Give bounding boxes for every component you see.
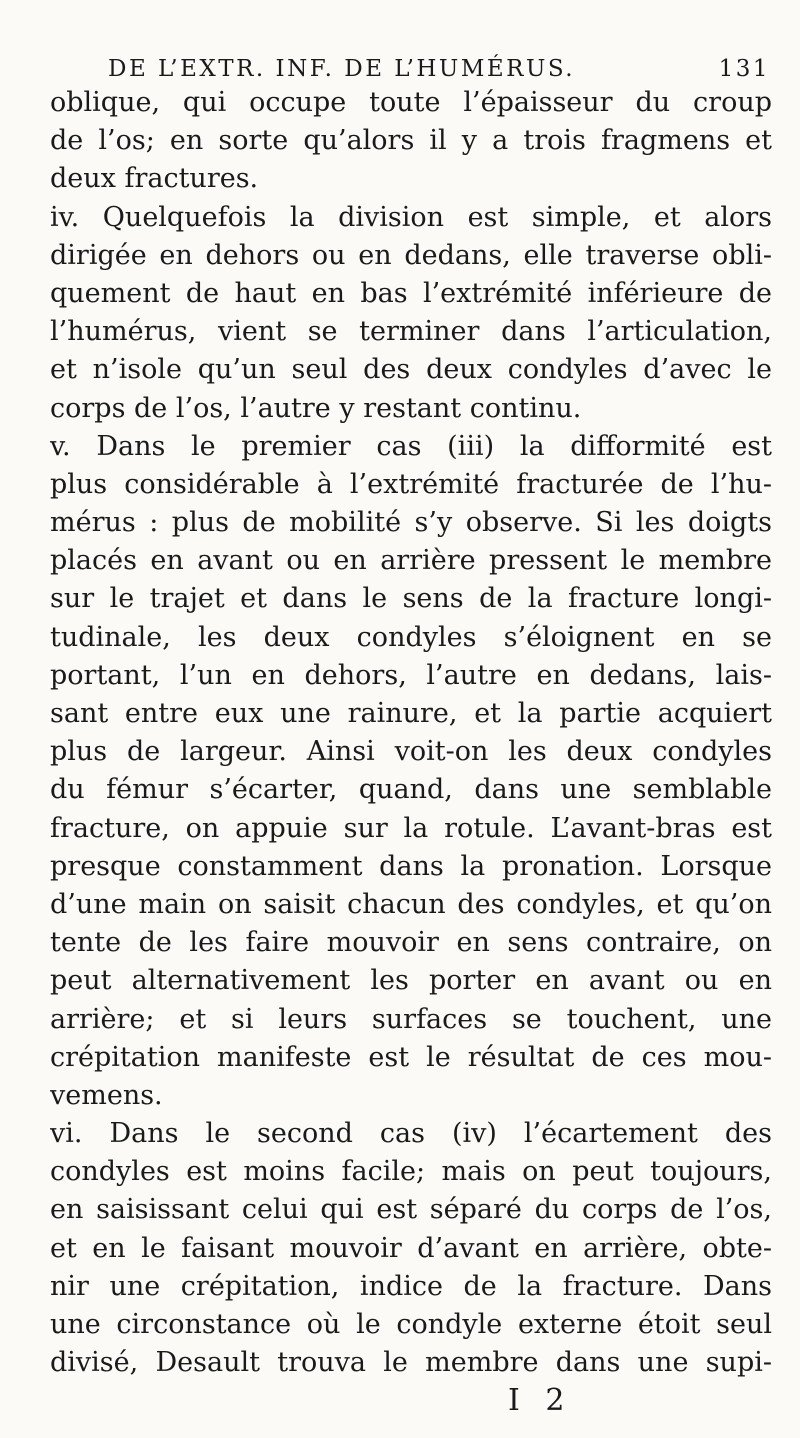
text-line: du fémur s’écarter, quand, dans une semblable — [50, 774, 772, 806]
text-line: plus de largeur. Ainsi voit-on les deux condyles — [50, 736, 772, 768]
text-line: d’une main on saisit chacun des condyles, et qu’on — [50, 888, 772, 920]
text-line: placés en avant ou en arrière pressent le membre — [50, 545, 772, 577]
page-number: 131 — [718, 56, 770, 82]
text-line: sant entre eux une rainure, et la partie acquiert — [50, 698, 772, 729]
text-line: tudinale, les deux condyles s’éloignent en se — [50, 621, 772, 653]
text-line: condyles est moins facile; mais on peut toujours, — [50, 1156, 772, 1188]
running-title: DE L’EXTR. INF. DE L’HUMÉRUS. — [108, 56, 576, 82]
signature-mark: I 2 — [508, 1383, 573, 1418]
text-line: et en le faisant mouvoir d’avant en arrière, obte- — [50, 1232, 772, 1264]
text-line: divisé, Desault trouva le membre dans une supi- — [50, 1347, 772, 1379]
text-line: portant, l’un en dehors, l’autre en dedans, lais- — [50, 659, 772, 691]
text-line: dirigée en dehors ou en dedans, elle traverse obli- — [50, 239, 772, 271]
text-line: mérus : plus de mobilité s’y observe. Si les doigts — [50, 507, 772, 539]
text-line: crépitation manifeste est le résultat de ces mou- — [50, 1041, 772, 1073]
text-line: fracture, on appuie sur la rotule. L’avant-bras est — [50, 812, 772, 844]
text-line: et n’isole qu’un seul des deux condyles d’avec le — [50, 354, 772, 386]
text-line: une circonstance où le condyle externe étoit seul — [50, 1309, 772, 1340]
text-line: v. Dans le premier cas (iii) la difformité est — [50, 430, 772, 462]
text-line: nir une crépitation, indice de la fracture. Dans — [50, 1270, 772, 1302]
text-line: oblique, qui occupe toute l’épaisseur du croup — [50, 87, 772, 118]
text-line: tente de les faire mouvoir en sens contraire, on — [50, 927, 772, 959]
text-line: l’humérus, vient se terminer dans l’articulation, — [50, 316, 772, 348]
text-line: corps de l’os, l’autre y restant continu. — [50, 392, 582, 424]
text-line: en saisissant celui qui est séparé du corps de l’os, — [50, 1194, 772, 1226]
text-line: plus considérable à l’extrémité fracturée de l’hu- — [50, 468, 772, 500]
text-line: vemens. — [50, 1079, 163, 1111]
text-line: presque constamment dans la pronation. Lorsque — [50, 850, 772, 882]
text-line: arrière; et si leurs surfaces se touchent, une — [50, 1003, 772, 1035]
body-text — [50, 84, 772, 1382]
text-line: sur le trajet et dans le sens de la fracture longi- — [50, 583, 772, 615]
text-line: iv. Quelquefois la division est simple, et alors — [50, 201, 772, 233]
text-line: vi. Dans le second cas (iv) l’écartement des — [50, 1118, 772, 1150]
text-line: deux fractures. — [50, 163, 259, 195]
text-line: quement de haut en bas l’extrémité inférieure de — [50, 277, 772, 309]
text-line: peut alternativement les porter en avant ou en — [50, 965, 772, 997]
text-line: de l’os; en sorte qu’alors il y a trois fragmens et — [50, 125, 772, 157]
